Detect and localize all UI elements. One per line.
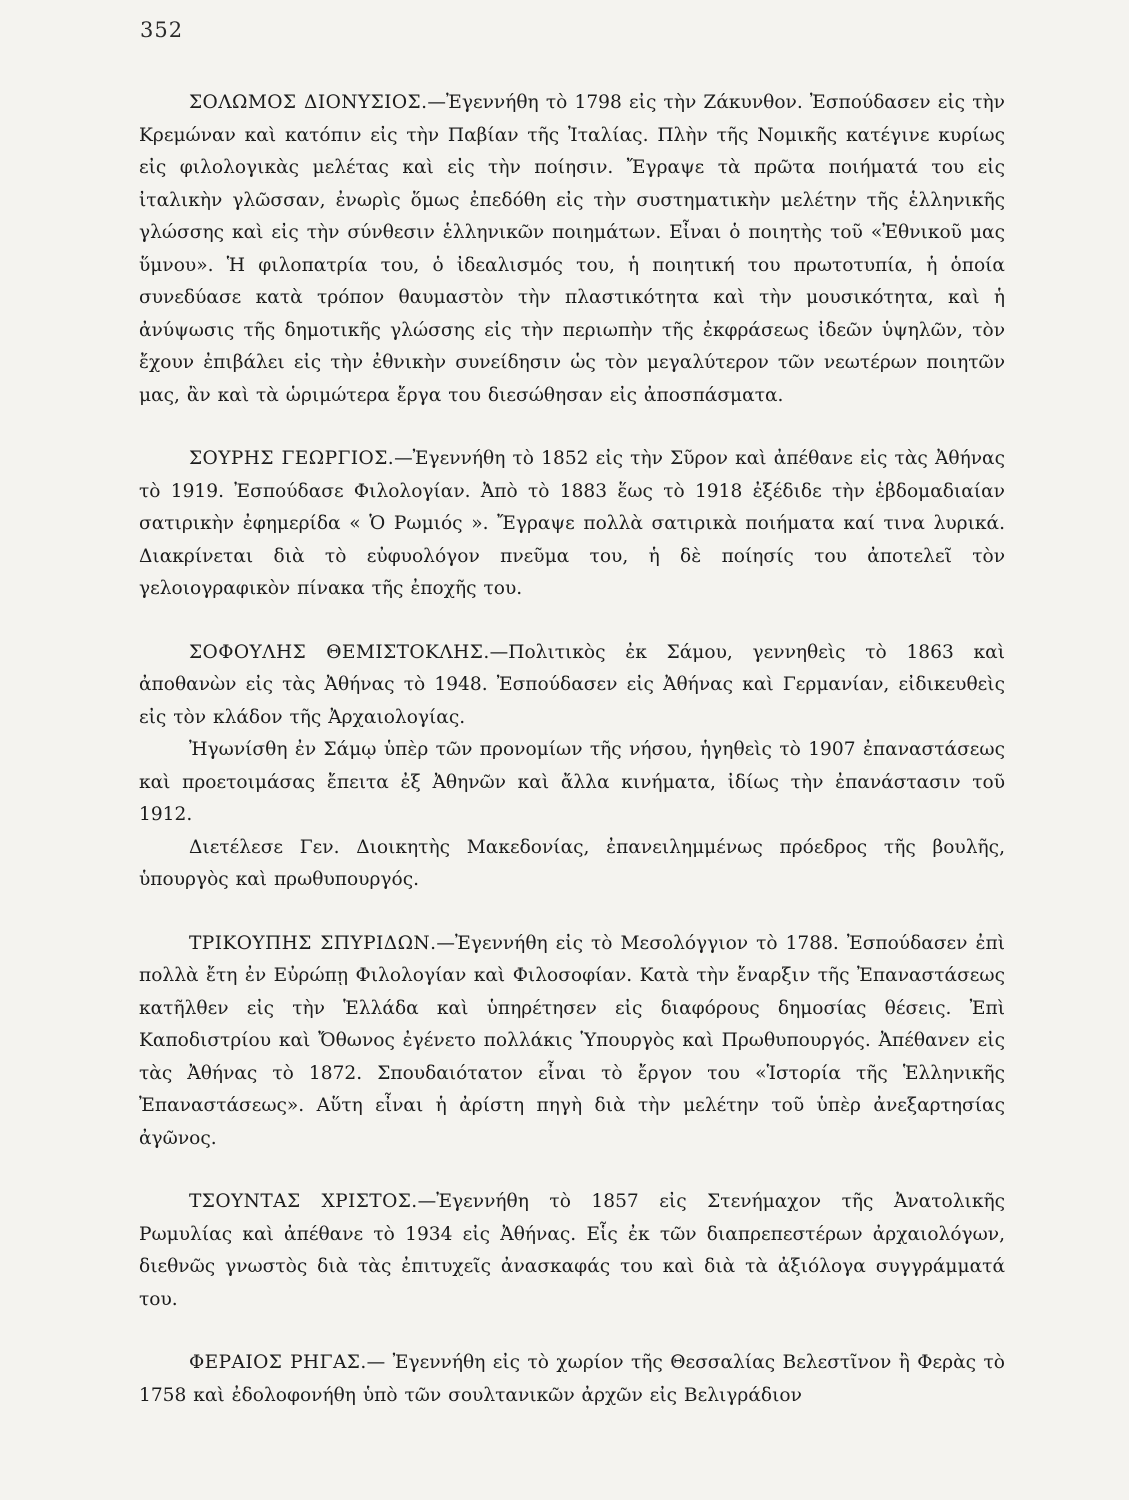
entry-paragraph — [139, 1347, 1005, 1412]
entry-sofoulis — [139, 637, 1005, 897]
entry-name: ΤΣΟΥΝΤΑΣ ΧΡΙΣΤΟΣ. — [189, 1191, 418, 1212]
entry-text: —Ἐγεννήθη εἰς τὸ Μεσολόγγιον τὸ 1788. Ἐσπούδασεν ἐπὶ πολλὰ ἔτη ἐν Εὐρώπῃ Φιλολογίαν καὶ Φιλοσοφίαν. Κατὰ τὴν ἔναρξιν τῆς Ἐπαναστάσεως κατῆλθεν εἰς τὴν Ἑλλάδα καὶ ὑπηρέτησεν εἰς διαφόρους δημοσίας θέσεις. Ἐπὶ Καποδιστρίου καὶ Ὄθωνος ἐγένετο πολλάκις Ὑπουργὸς καὶ Πρωθυπουργός. Ἀπέθανεν εἰς τὰς Ἀθήνας τὸ 1872. Σπουδαιότατον εἶναι τὸ ἔργον του «Ἱστορία τῆς Ἑλληνικῆς Ἐπαναστάσεως». Αὕτη εἶναι ἡ ἀρίστη πηγὴ διὰ τὴν μελέτην τοῦ ὑπὲρ ἀνεξαρτησίας ἀγῶνος. — [139, 932, 1005, 1149]
page-body — [139, 87, 1005, 1443]
entry-text: —Ἐγεννήθη τὸ 1852 εἰς τὴν Σῦρον καὶ ἀπέθανε εἰς τὰς Ἀθήνας τὸ 1919. Ἐσπούδασε Φιλολογίαν. Ἀπὸ τὸ 1883 ἕως τὸ 1918 ἐξέδιδε τὴν ἑβδομαδιαίαν σατιρικὴν ἐφημερίδα « Ὁ Ρωμιός ». Ἔγραψε πολλὰ σατιρικὰ ποιήματα καί τινα λυρικά. Διακρίνεται διὰ τὸ εὐφυολόγον πνεῦμα του, ἡ δὲ ποίησίς του ἀποτελεῖ τὸν γελοιογραφικὸν πίνακα τῆς ἐποχῆς του. — [139, 448, 1005, 599]
entry-solomos — [139, 87, 1005, 412]
entry-text: —Ἐγεννήθη τὸ 1798 εἰς τὴν Ζάκυνθον. Ἐσπούδασεν εἰς τὴν Κρεμώναν καὶ κατόπιν εἰς τὴν Παβίαν τῆς Ἰταλίας. Πλὴν τῆς Νομικῆς κατέγινε κυρίως εἰς φιλολογικὰς μελέτας καὶ εἰς τὴν ποίησιν. Ἔγραψε τὰ πρῶτα ποιήματά του εἰς ἰταλικὴν γλῶσσαν, ἐνωρὶς ὅμως ἐπεδόθη εἰς τὴν συστηματικὴν μελέτην τῆς ἑλληνικῆς γλώσσης καὶ εἰς τὴν σύνθεσιν ἑλληνικῶν ποιημάτων. Εἶναι ὁ ποιητὴς τοῦ «Ἐθνικοῦ μας ὕμνου». Ἡ φιλοπατρία του, ὁ ἰδεαλισμός του, ἡ ποιητική του πρωτοτυπία, ἡ ὁποία συνεδύασε κατὰ τρόπον θαυμαστὸν τὴν πλαστικότητα καὶ τὴν μουσικότητα, καὶ ἡ ἀνύψωσις τῆς δημοτικῆς γλώσσης εἰς τὴν περιωπὴν τῆς ἐκφράσεως ἰδεῶν ὑψηλῶν, τὸν ἔχουν ἐπιβάλει εἰς τὴν ἐθνικὴν συνείδησιν ὡς τὸν μεγαλύτερον τῶν νεωτέρων ποιητῶν μας, ἂν καὶ τὰ ὡριμώτερα ἔργα του διεσώθησαν εἰς ἀποσπάσματα. — [139, 92, 1005, 406]
entry-name: ΤΡΙΚΟΥΠΗΣ ΣΠΥΡΙΔΩΝ. — [189, 932, 437, 954]
entry-text: — Ἐγεννήθη εἰς τὸ χωρίον τῆς Θεσσαλίας Βελεστῖνον ἢ Φερὰς τὸ 1758 καὶ ἐδολοφονήθη ὑπὸ τῶν σουλτανικῶν ἀρχῶν εἰς Βελιγράδιον — [139, 1352, 1005, 1406]
entry-text: —Πολιτικὸς ἐκ Σάμου, γεννηθεὶς τὸ 1863 καὶ ἀποθανὼν εἰς τὰς Ἀθήνας τὸ 1948. Ἐσπούδασεν εἰς Ἀθήνας καὶ Γερμανίαν, εἰδικευθεὶς εἰς τὸν κλάδον τῆς Ἀρχαιολογίας. — [139, 641, 1005, 728]
entry-souris — [139, 443, 1005, 606]
entry-paragraph — [139, 443, 1005, 606]
page-number: 352 — [140, 18, 184, 42]
entry-paragraph — [139, 87, 1005, 412]
entry-trikoupis — [139, 928, 1005, 1156]
entry-name: ΣΟΛΩΜΟΣ ΔΙΟΝΥΣΙΟΣ. — [189, 92, 428, 113]
entry-paragraph — [139, 1186, 1005, 1316]
entry-text: —Ἐγεννήθη τὸ 1857 εἰς Στενήμαχον τῆς Ἀνατολικῆς Ρωμυλίας καὶ ἀπέθανε τὸ 1934 εἰς Ἀθήνας. Εἷς ἐκ τῶν διαπρεπεστέρων ἀρχαιολόγων, διεθνῶς γνωστὸς διὰ τὰς ἐπιτυχεῖς ἀνασκαφάς του καὶ διὰ τὰ ἀξιόλογα συγγράμματά του. — [139, 1191, 1005, 1310]
entry-tsountas — [139, 1186, 1005, 1316]
entry-paragraph — [139, 637, 1005, 735]
entry-feraios — [139, 1347, 1005, 1412]
entry-paragraph: Ἠγωνίσθη ἐν Σάμῳ ὑπὲρ τῶν προνομίων τῆς νήσου, ἡγηθεὶς τὸ 1907 ἐπαναστάσεως καὶ προετοιμάσας ἔπειτα ἐξ Ἀθηνῶν καὶ ἄλλα κινήματα, ἰδίως τὴν ἐπανάστασιν τοῦ 1912. — [139, 739, 1005, 825]
entry-name: ΣΟΦΟΥΛΗΣ ΘΕΜΙΣΤΟΚΛΗΣ. — [189, 641, 490, 663]
entry-name: ΣΟΥΡΗΣ ΓΕΩΡΓΙΟΣ. — [189, 448, 395, 469]
entry-paragraph — [139, 928, 1005, 1156]
entry-name: ΦΕΡΑΙΟΣ ΡΗΓΑΣ. — [189, 1352, 367, 1373]
entry-paragraph: Διετέλεσε Γεν. Διοικητὴς Μακεδονίας, ἐπανειλημμένως πρόεδρος τῆς βουλῆς, ὑπουργὸς καὶ πρωθυπουργός. — [139, 836, 1005, 890]
